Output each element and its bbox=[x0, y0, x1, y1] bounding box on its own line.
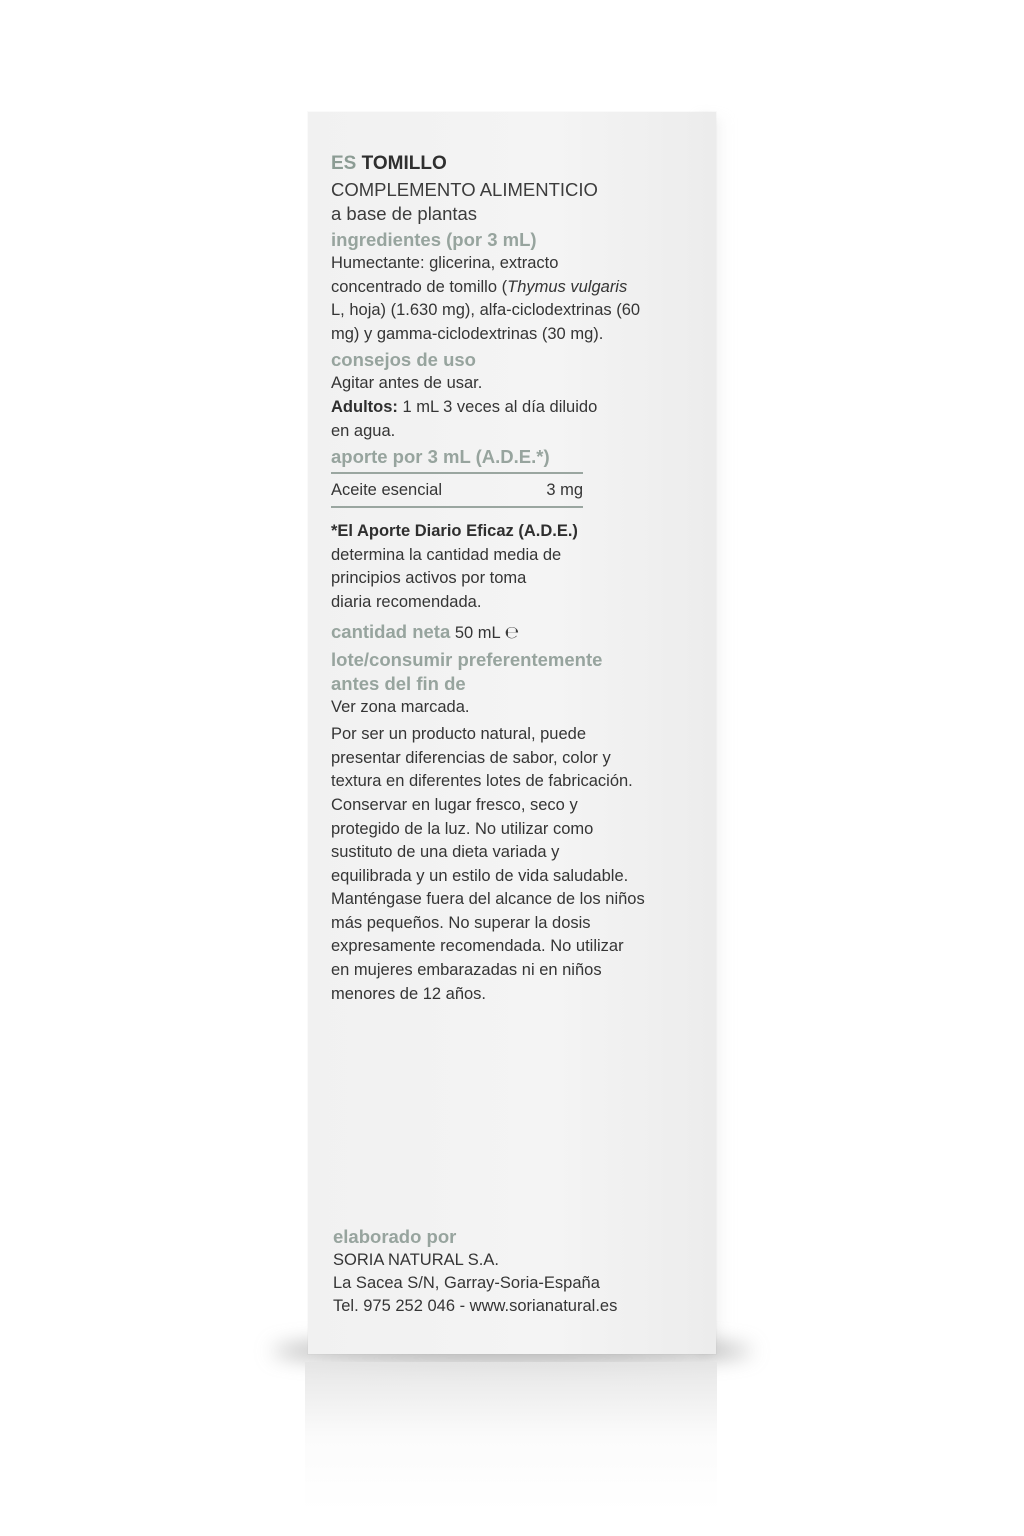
product-title bbox=[331, 150, 701, 178]
net-quantity-heading: cantidad neta bbox=[331, 620, 451, 642]
notice-line-10: expresamente recomendada. No utilizar bbox=[331, 937, 624, 956]
aporte-row-value: 3 mg bbox=[546, 481, 583, 500]
manufacturer-contact: Tel. 975 252 046 - www.sorianatural.es bbox=[333, 1297, 618, 1315]
notice-line-11: en mujeres embarazadas ni en niños bbox=[331, 961, 602, 980]
manufacturer-company: SORIA NATURAL S.A. bbox=[333, 1251, 499, 1269]
ade-note bbox=[331, 520, 701, 614]
notice-line-1: Por ser un producto natural, puede bbox=[331, 725, 587, 744]
ingredients-line-3: L, hoja) (1.630 mg), alfa-ciclodextrinas (60 bbox=[331, 301, 641, 320]
notice-block bbox=[331, 723, 701, 1006]
ingredients-heading: ingredientes (por 3 mL) bbox=[331, 229, 537, 250]
product-subtitle-line-1: COMPLEMENTO ALIMENTICIO bbox=[331, 179, 598, 200]
notice-line-8: Manténgase fuera del alcance de los niños bbox=[331, 890, 645, 909]
product-name: TOMILLO bbox=[361, 153, 447, 174]
ingredients-line-2-text: concentrado de tomillo ( bbox=[331, 277, 508, 296]
latin-name: Thymus vulgaris bbox=[507, 277, 628, 296]
net-quantity bbox=[331, 619, 701, 646]
notice-line-12: menores de 12 años. bbox=[331, 984, 487, 1003]
adults-dose: 1 mL 3 veces al día diluido bbox=[397, 397, 598, 416]
notice-line-2: presentar diferencias de sabor, color y bbox=[331, 748, 611, 767]
notice-line-3: textura en diferentes lotes de fabricación. bbox=[331, 772, 633, 791]
language-code: ES bbox=[331, 153, 357, 174]
notice-line-6: sustituto de una dieta variada y bbox=[331, 843, 560, 862]
manufacturer-address: La Sacea S/N, Garray-Soria-España bbox=[333, 1274, 600, 1292]
ade-note-line-3: diaria recomendada. bbox=[331, 592, 482, 611]
lot-heading-line-2: antes del fin de bbox=[331, 672, 466, 694]
lot-text: Ver zona marcada. bbox=[331, 697, 470, 716]
notice-line-7: equilibrada y un estilo de vida saludable. bbox=[331, 866, 629, 885]
aporte-row-label: Aceite esencial bbox=[331, 481, 442, 500]
ingredients-line-2 bbox=[331, 276, 701, 300]
box-reflection bbox=[305, 1362, 717, 1512]
net-quantity-value: 50 mL bbox=[450, 623, 505, 642]
usage-line-3: en agua. bbox=[331, 421, 396, 440]
aporte-heading: aporte por 3 mL (A.D.E.*) bbox=[331, 445, 583, 474]
ade-note-bold: *El Aporte Diario Eficaz (A.D.E.) bbox=[331, 522, 578, 541]
notice-line-5: protegido de la luz. No utilizar como bbox=[331, 819, 594, 838]
product-subtitle-line-2: a base de plantas bbox=[331, 203, 478, 224]
usage-adults-line bbox=[331, 396, 701, 420]
aporte-table-row bbox=[331, 474, 583, 508]
ingredients-line-4: mg) y gamma-ciclodextrinas (30 mg). bbox=[331, 324, 604, 343]
product-box-side-panel bbox=[308, 112, 716, 1354]
manufacturer-block bbox=[333, 1225, 703, 1318]
estimated-sign-icon: ℮ bbox=[504, 622, 520, 643]
notice-line-9: más pequeños. No superar la dosis bbox=[331, 913, 591, 932]
usage-heading: consejos de uso bbox=[331, 349, 476, 371]
lot-heading-line-1: lote/consumir preferentemente bbox=[331, 648, 603, 670]
notice-line-4: Conservar en lugar fresco, seco y bbox=[331, 795, 578, 814]
label-content bbox=[331, 150, 701, 1006]
ade-note-line-1: determina la cantidad media de bbox=[331, 545, 562, 564]
adults-label: Adultos: bbox=[331, 397, 398, 416]
ade-note-line-2: principios activos por toma bbox=[331, 569, 527, 588]
ingredients-line-1: Humectante: glicerina, extracto bbox=[331, 254, 559, 272]
manufacturer-heading: elaborado por bbox=[333, 1226, 457, 1247]
usage-line-1: Agitar antes de usar. bbox=[331, 374, 483, 393]
